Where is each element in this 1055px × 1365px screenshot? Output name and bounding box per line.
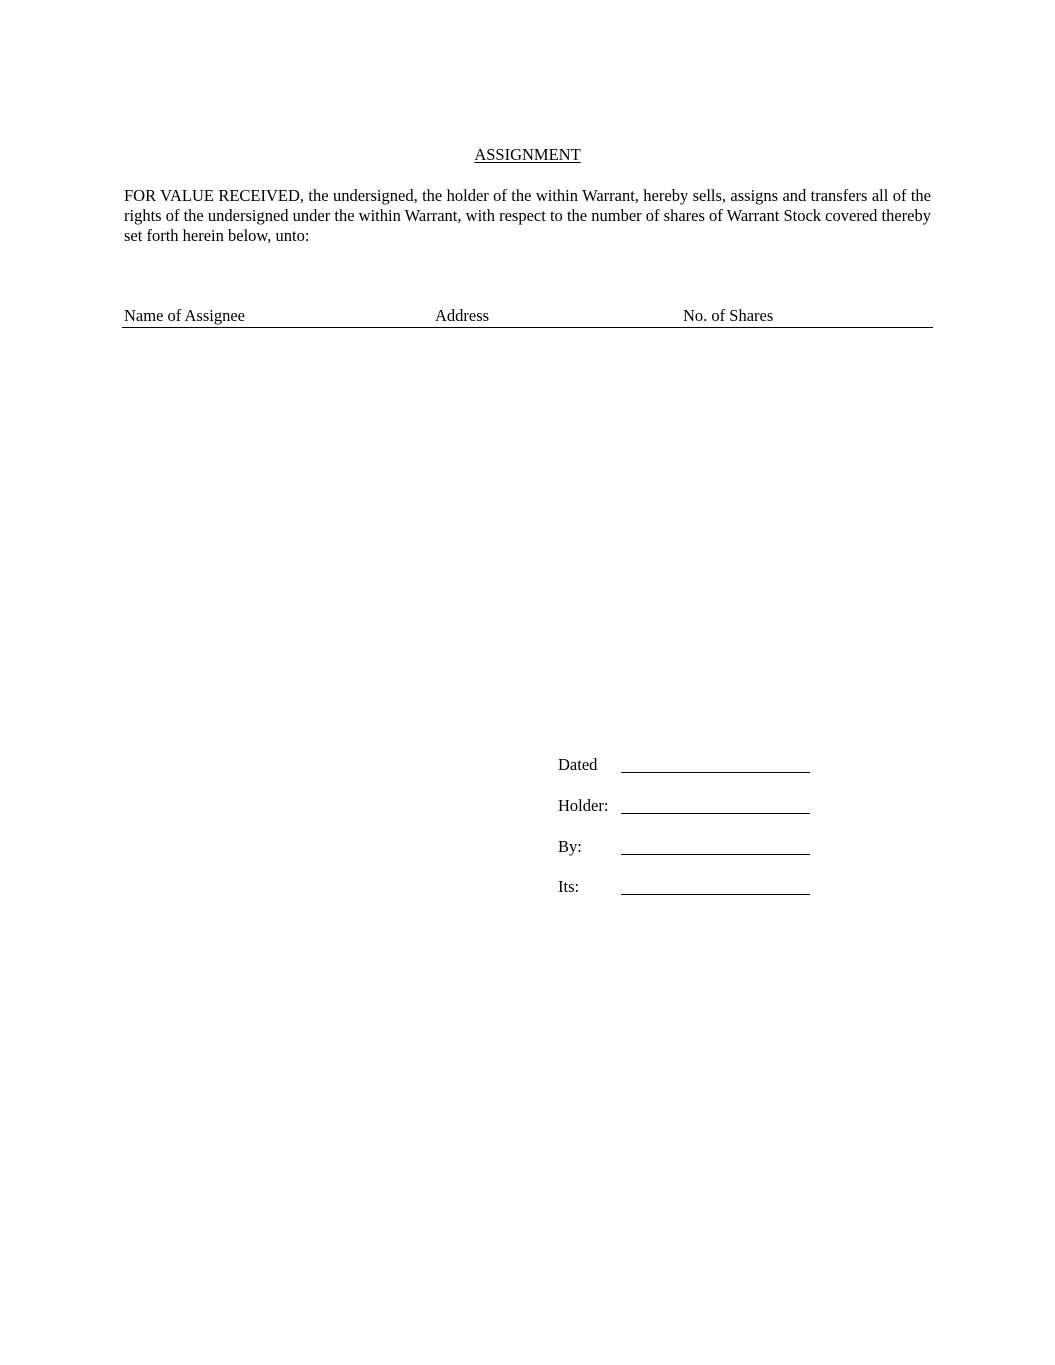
column-header-no-of-shares: No. of Shares: [683, 306, 774, 325]
document-title: ASSIGNMENT: [474, 145, 581, 164]
holder-field[interactable]: [621, 813, 810, 814]
its-label: Its:: [558, 877, 580, 896]
assignment-paragraph: FOR VALUE RECEIVED, the undersigned, the holder of the within Warrant, hereby sells, assigns and transfers all of the rights of the undersigned under the within Warrant, with respect to the number of shares of Warrant Stock covered thereby set forth herein below, unto:: [124, 186, 931, 245]
dated-label: Dated: [558, 755, 598, 774]
by-field[interactable]: [621, 854, 810, 855]
its-field[interactable]: [621, 894, 810, 895]
column-header-name-of-assignee: Name of Assignee: [124, 306, 245, 325]
column-header-address: Address: [435, 306, 490, 325]
holder-label: Holder:: [558, 796, 609, 815]
by-label: By:: [558, 837, 582, 856]
dated-field[interactable]: [621, 772, 810, 773]
assignee-table-header: [122, 306, 933, 328]
